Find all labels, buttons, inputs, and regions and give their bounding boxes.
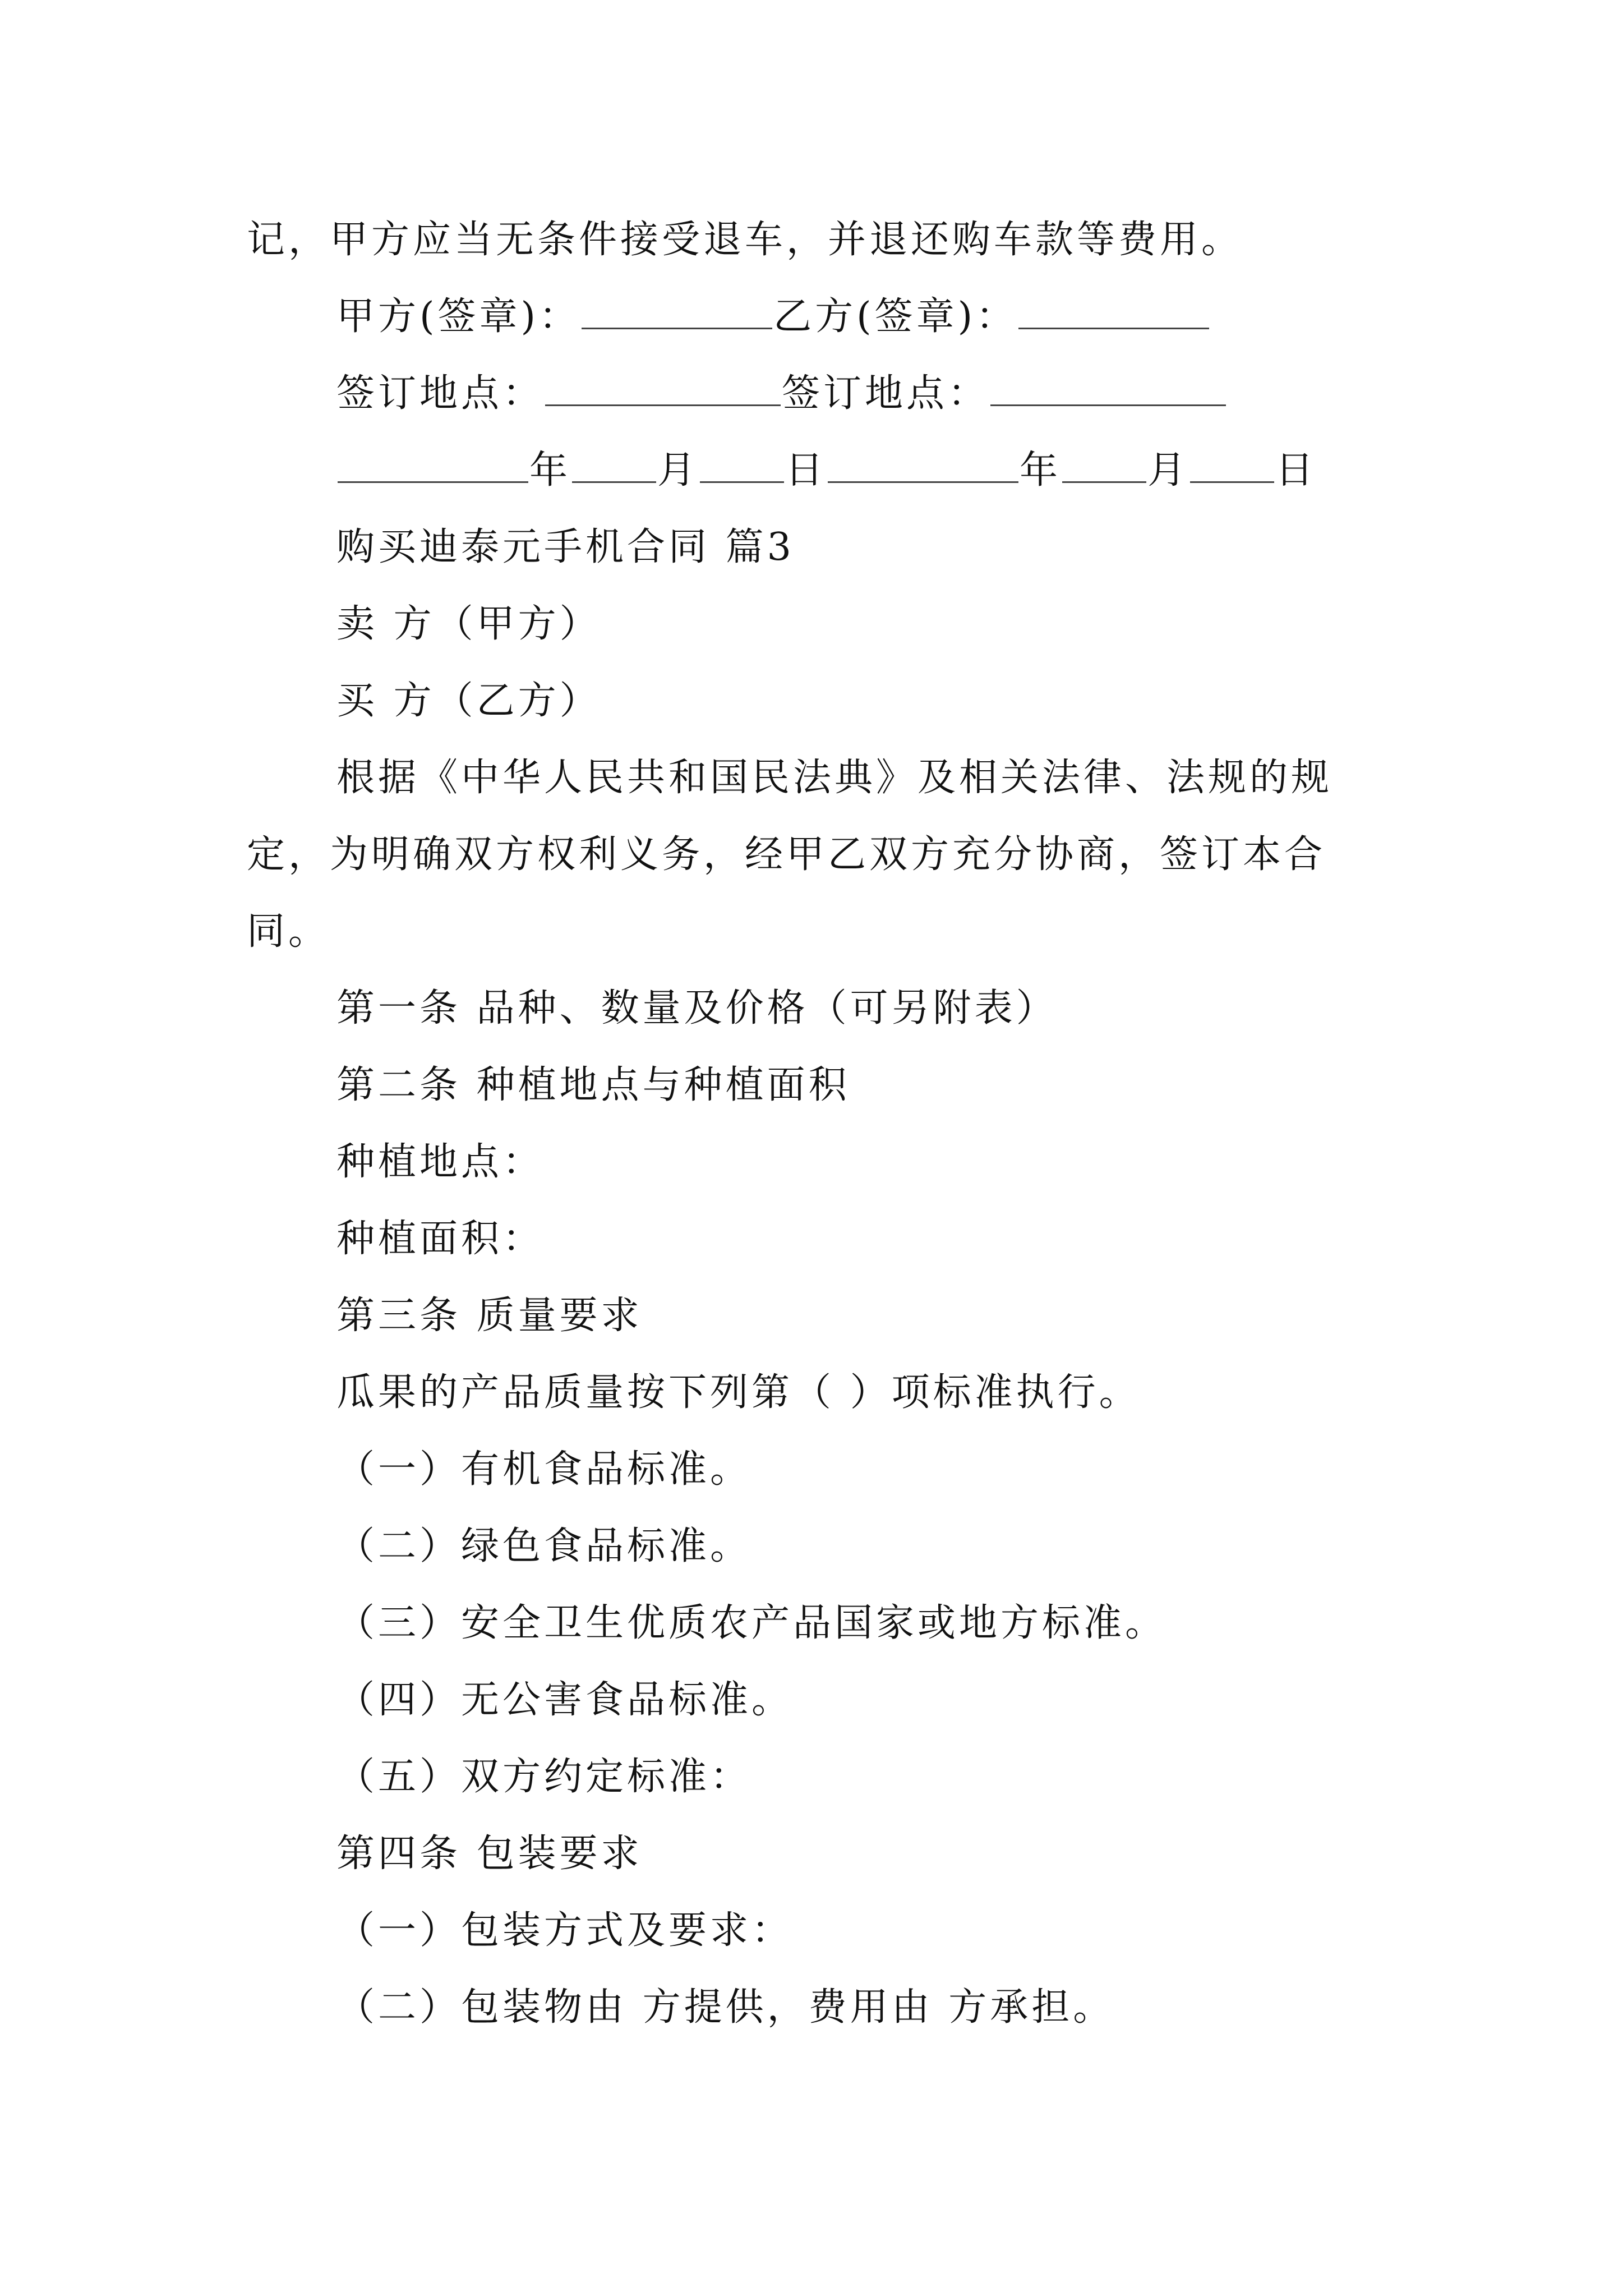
preamble-line-2: 定，为明确双方权利义务，经甲乙双方充分协商，签订本合 — [247, 832, 1326, 877]
party-a-signature-label: 甲方(签章)： — [336, 295, 581, 339]
party-a-day-blank — [700, 481, 784, 483]
preamble-line-3: 同。 — [247, 909, 330, 954]
party-a-year-blank — [338, 481, 528, 483]
party-a-place-label: 签订地点： — [336, 371, 545, 416]
party-a-year-label: 年 — [529, 448, 571, 493]
signing-place-line — [336, 371, 1227, 416]
preamble-line-1: 根据《中华人民共和国民法典》及相关法律、法规的规 — [336, 756, 1333, 800]
planting-place-line: 种植地点： — [336, 1140, 545, 1184]
quality-option-4: （四）无公害食品标准。 — [336, 1678, 794, 1722]
party-b-month-blank — [1062, 481, 1146, 483]
quality-option-1: （一）有机食品标准。 — [336, 1447, 752, 1492]
party-b-signature-blank — [1018, 328, 1209, 329]
section-title: 购买迪泰元手机合同 篇3 — [336, 525, 795, 569]
article-4-heading: 第四条 包装要求 — [336, 1832, 643, 1876]
party-b-month-label: 月 — [1147, 448, 1189, 493]
planting-area-line: 种植面积： — [336, 1217, 545, 1261]
party-a-signature-blank — [582, 328, 772, 329]
party-b-day-blank — [1190, 481, 1274, 483]
party-b-place-label: 签订地点： — [782, 371, 990, 416]
party-b-year-blank — [828, 481, 1018, 483]
quality-option-5: （五）双方约定标准： — [336, 1755, 752, 1799]
quality-option-2: （二）绿色食品标准。 — [336, 1524, 752, 1568]
party-b-year-label: 年 — [1020, 448, 1062, 493]
packaging-item-2: （二）包装物由 方提供，费用由 方承担。 — [336, 1985, 1115, 2030]
party-b-day-label: 日 — [1275, 448, 1317, 493]
party-b-place-blank — [990, 404, 1226, 406]
packaging-item-1: （一）包装方式及要求： — [336, 1908, 794, 1953]
article-2-heading: 第二条 种植地点与种植面积 — [336, 1063, 850, 1107]
signature-line — [336, 295, 1210, 339]
party-a-month-label: 月 — [657, 448, 699, 493]
quality-option-3: （三）安全卫生优质农产品国家或地方标准。 — [336, 1601, 1167, 1645]
quality-intro-line: 瓜果的产品质量按下列第（ ）项标准执行。 — [336, 1370, 1141, 1415]
party-b-signature-label: 乙方(签章)： — [773, 295, 1018, 339]
party-a-month-blank — [572, 481, 656, 483]
buyer-line: 买 方（乙方） — [336, 679, 601, 723]
article-3-heading: 第三条 质量要求 — [336, 1294, 643, 1338]
party-a-day-label: 日 — [785, 448, 827, 493]
continuation-line: 记，甲方应当无条件接受退车，并退还购车款等费用。 — [247, 218, 1243, 262]
date-line — [336, 448, 1317, 493]
party-a-place-blank — [545, 404, 781, 406]
seller-line: 卖 方（甲方） — [336, 602, 601, 646]
article-1-heading: 第一条 品种、数量及价格（可另附表） — [336, 986, 1058, 1030]
